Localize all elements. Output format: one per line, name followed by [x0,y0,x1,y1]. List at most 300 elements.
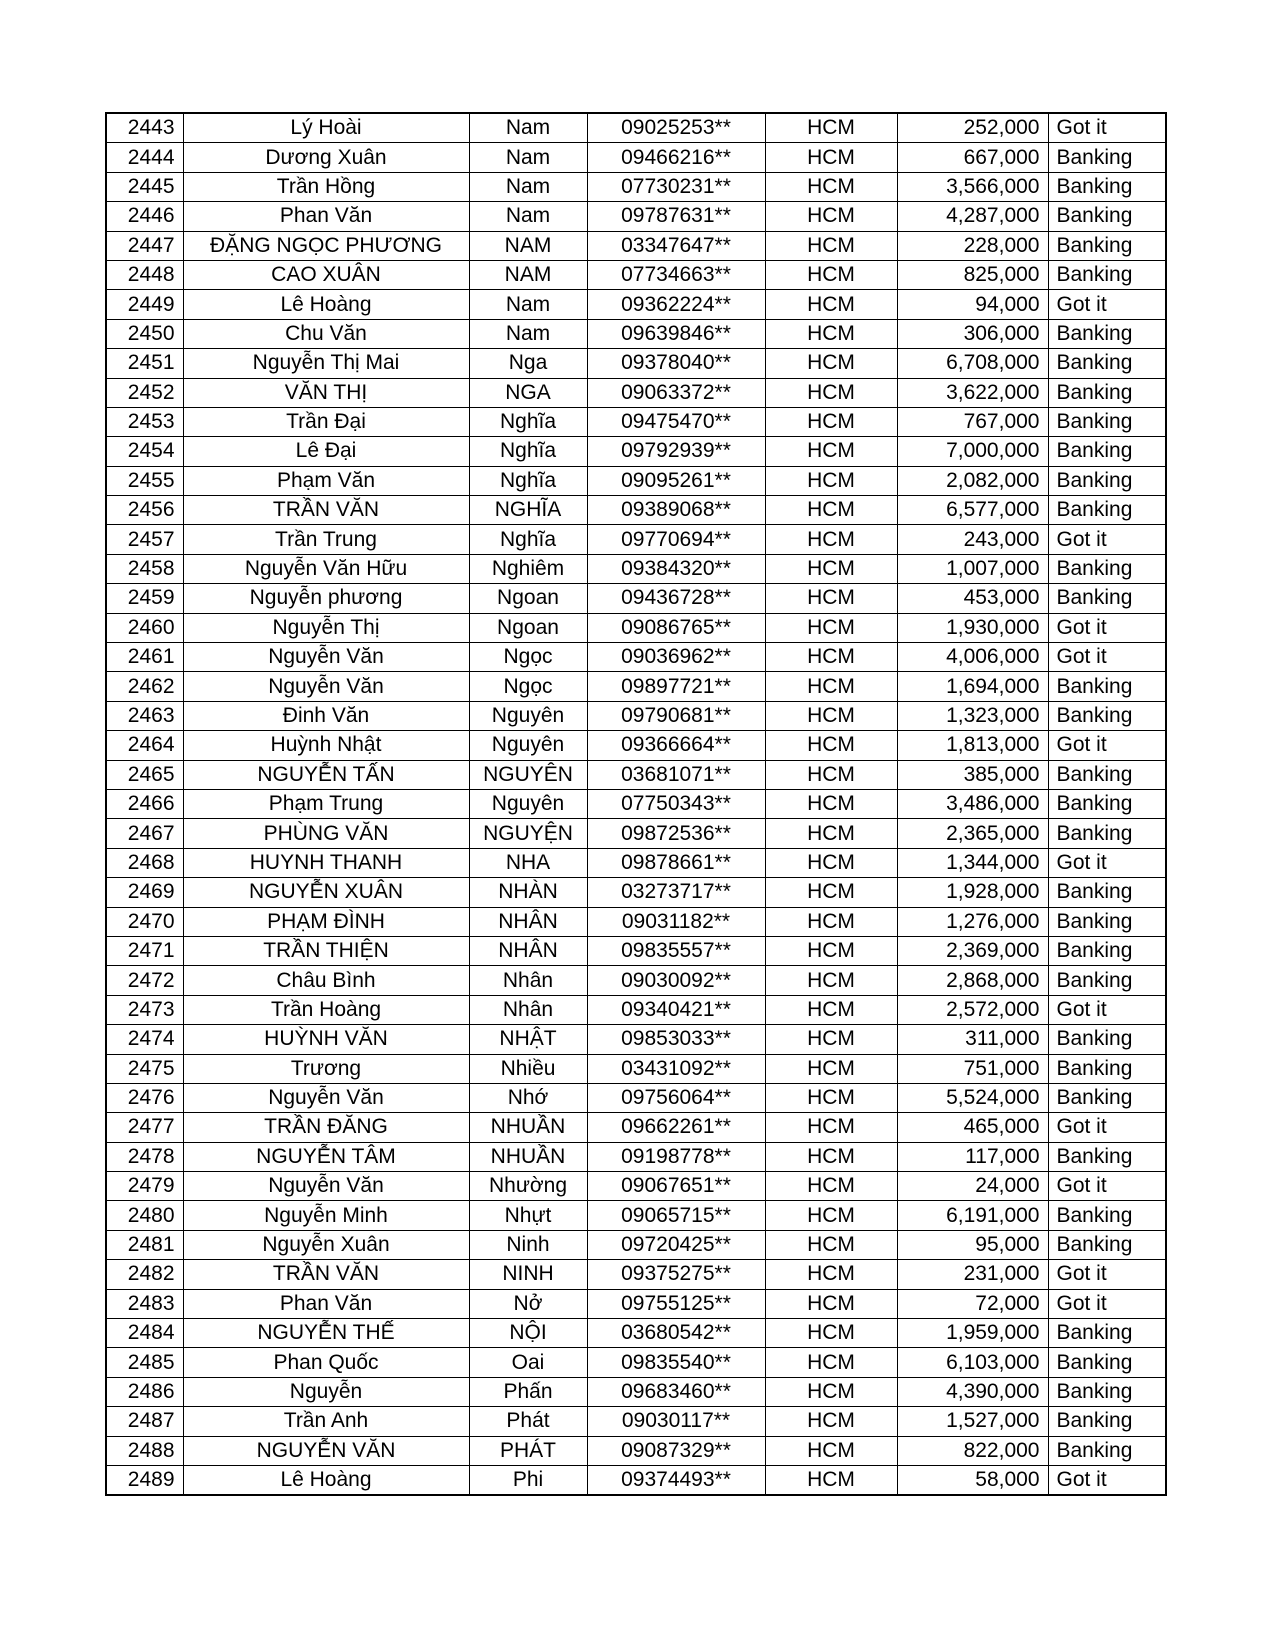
given-name-cell: Ngọc [469,672,587,701]
payment-method-cell: Banking [1048,789,1166,818]
payment-method-cell: Got it [1048,113,1166,143]
payment-method-cell: Banking [1048,466,1166,495]
given-name-cell: Phát [469,1407,587,1436]
full-name-cell: Phan Văn [183,202,469,231]
amount-cell: 465,000 [897,1113,1048,1142]
payment-method-cell: Banking [1048,1319,1166,1348]
amount-cell: 1,930,000 [897,613,1048,642]
full-name-cell: Trần Đại [183,407,469,436]
payment-method-cell: Banking [1048,1230,1166,1259]
table-row [106,407,1166,436]
table-row [106,1319,1166,1348]
city-cell: HCM [765,936,897,965]
payment-method-cell: Got it [1048,1113,1166,1142]
phone-cell: 09362224** [587,290,765,319]
payment-method-cell: Banking [1048,1142,1166,1171]
payment-method-cell: Banking [1048,966,1166,995]
given-name-cell: NHÂN [469,936,587,965]
full-name-cell: TRẦN VĂN [183,1260,469,1289]
city-cell: HCM [765,1142,897,1171]
given-name-cell: NINH [469,1260,587,1289]
amount-cell: 6,191,000 [897,1201,1048,1230]
full-name-cell: HUYNH THANH [183,848,469,877]
row-number: 2449 [106,290,183,319]
payment-method-cell: Banking [1048,231,1166,260]
table-row [106,1465,1166,1495]
amount-cell: 6,708,000 [897,349,1048,378]
table-row [106,701,1166,730]
city-cell: HCM [765,613,897,642]
row-number: 2485 [106,1348,183,1377]
row-number: 2450 [106,319,183,348]
full-name-cell: Phạm Văn [183,466,469,495]
phone-cell: 09067651** [587,1172,765,1201]
row-number: 2453 [106,407,183,436]
full-name-cell: HUỲNH VĂN [183,1025,469,1054]
given-name-cell: NAM [469,231,587,260]
full-name-cell: Chu Văn [183,319,469,348]
given-name-cell: Nhường [469,1172,587,1201]
given-name-cell: Nở [469,1289,587,1318]
table-row [106,496,1166,525]
full-name-cell: Nguyễn Văn [183,1083,469,1112]
given-name-cell: Nam [469,319,587,348]
table-row [106,466,1166,495]
payment-method-cell: Banking [1048,437,1166,466]
given-name-cell: Nguyên [469,789,587,818]
given-name-cell: Nhựt [469,1201,587,1230]
amount-cell: 1,928,000 [897,878,1048,907]
phone-cell: 07730231** [587,172,765,201]
full-name-cell: Nguyễn [183,1377,469,1406]
full-name-cell: Trần Hoàng [183,995,469,1024]
given-name-cell: Nam [469,202,587,231]
row-number: 2456 [106,496,183,525]
payment-method-cell: Got it [1048,1465,1166,1495]
table-row [106,231,1166,260]
recipients-table [105,112,1167,1496]
payment-method-cell: Banking [1048,349,1166,378]
table-row [106,613,1166,642]
row-number: 2457 [106,525,183,554]
given-name-cell: NỘI [469,1319,587,1348]
full-name-cell: Dương Xuân [183,143,469,172]
table-row [106,848,1166,877]
amount-cell: 72,000 [897,1289,1048,1318]
amount-cell: 231,000 [897,1260,1048,1289]
table-row [106,1142,1166,1171]
phone-cell: 09095261** [587,466,765,495]
amount-cell: 3,622,000 [897,378,1048,407]
given-name-cell: NAM [469,260,587,289]
table-row [106,966,1166,995]
city-cell: HCM [765,231,897,260]
city-cell: HCM [765,290,897,319]
table-row [106,143,1166,172]
city-cell: HCM [765,848,897,877]
amount-cell: 1,276,000 [897,907,1048,936]
table-row [106,819,1166,848]
payment-method-cell: Got it [1048,613,1166,642]
table-row [106,731,1166,760]
full-name-cell: Nguyễn Văn Hữu [183,554,469,583]
table-row [106,290,1166,319]
full-name-cell: Phan Quốc [183,1348,469,1377]
phone-cell: 09198778** [587,1142,765,1171]
amount-cell: 1,813,000 [897,731,1048,760]
row-number: 2445 [106,172,183,201]
given-name-cell: Nghĩa [469,525,587,554]
full-name-cell: ĐẶNG NGỌC PHƯƠNG [183,231,469,260]
full-name-cell: PHẠM ĐÌNH [183,907,469,936]
amount-cell: 385,000 [897,760,1048,789]
row-number: 2460 [106,613,183,642]
payment-method-cell: Got it [1048,1289,1166,1318]
full-name-cell: VĂN THỊ [183,378,469,407]
payment-method-cell: Banking [1048,760,1166,789]
city-cell: HCM [765,701,897,730]
amount-cell: 24,000 [897,1172,1048,1201]
amount-cell: 3,486,000 [897,789,1048,818]
given-name-cell: Nam [469,172,587,201]
row-number: 2448 [106,260,183,289]
row-number: 2465 [106,760,183,789]
city-cell: HCM [765,1260,897,1289]
phone-cell: 09374493** [587,1465,765,1495]
row-number: 2461 [106,643,183,672]
full-name-cell: Lê Hoàng [183,1465,469,1495]
city-cell: HCM [765,1436,897,1465]
full-name-cell: CAO XUÂN [183,260,469,289]
table-row [106,1260,1166,1289]
given-name-cell: Nghĩa [469,407,587,436]
phone-cell: 09366664** [587,731,765,760]
amount-cell: 4,006,000 [897,643,1048,672]
given-name-cell: Nhân [469,966,587,995]
phone-cell: 09792939** [587,437,765,466]
full-name-cell: Phạm Trung [183,789,469,818]
amount-cell: 2,369,000 [897,936,1048,965]
phone-cell: 09835557** [587,936,765,965]
given-name-cell: Nhiều [469,1054,587,1083]
given-name-cell: Phi [469,1465,587,1495]
payment-method-cell: Banking [1048,1054,1166,1083]
amount-cell: 94,000 [897,290,1048,319]
phone-cell: 09030117** [587,1407,765,1436]
table-row [106,1436,1166,1465]
table-row [106,1083,1166,1112]
table-row [106,202,1166,231]
full-name-cell: Nguyễn Thị Mai [183,349,469,378]
phone-cell: 09031182** [587,907,765,936]
given-name-cell: NGHĨA [469,496,587,525]
row-number: 2455 [106,466,183,495]
city-cell: HCM [765,496,897,525]
phone-cell: 09756064** [587,1083,765,1112]
amount-cell: 95,000 [897,1230,1048,1259]
row-number: 2476 [106,1083,183,1112]
row-number: 2454 [106,437,183,466]
given-name-cell: Nhớ [469,1083,587,1112]
payment-method-cell: Banking [1048,672,1166,701]
phone-cell: 03273717** [587,878,765,907]
amount-cell: 3,566,000 [897,172,1048,201]
phone-cell: 09087329** [587,1436,765,1465]
city-cell: HCM [765,1289,897,1318]
phone-cell: 09086765** [587,613,765,642]
city-cell: HCM [765,643,897,672]
phone-cell: 09755125** [587,1289,765,1318]
phone-cell: 09683460** [587,1377,765,1406]
amount-cell: 1,959,000 [897,1319,1048,1348]
phone-cell: 09853033** [587,1025,765,1054]
row-number: 2463 [106,701,183,730]
full-name-cell: Lê Đại [183,437,469,466]
row-number: 2451 [106,349,183,378]
given-name-cell: Ngọc [469,643,587,672]
payment-method-cell: Banking [1048,407,1166,436]
given-name-cell: Phấn [469,1377,587,1406]
full-name-cell: NGUYỄN TẤN [183,760,469,789]
full-name-cell: Nguyễn phương [183,584,469,613]
given-name-cell: Nhân [469,995,587,1024]
full-name-cell: Trần Anh [183,1407,469,1436]
city-cell: HCM [765,1377,897,1406]
payment-method-cell: Got it [1048,848,1166,877]
table-row [106,1289,1166,1318]
amount-cell: 4,390,000 [897,1377,1048,1406]
amount-cell: 6,103,000 [897,1348,1048,1377]
payment-method-cell: Banking [1048,936,1166,965]
city-cell: HCM [765,378,897,407]
payment-method-cell: Banking [1048,701,1166,730]
full-name-cell: PHÙNG VĂN [183,819,469,848]
given-name-cell: NHÀN [469,878,587,907]
city-cell: HCM [765,554,897,583]
table-row [106,995,1166,1024]
row-number: 2466 [106,789,183,818]
payment-method-cell: Got it [1048,525,1166,554]
phone-cell: 09340421** [587,995,765,1024]
row-number: 2475 [106,1054,183,1083]
table-row [106,260,1166,289]
city-cell: HCM [765,1319,897,1348]
amount-cell: 2,868,000 [897,966,1048,995]
phone-cell: 09872536** [587,819,765,848]
city-cell: HCM [765,907,897,936]
city-cell: HCM [765,1172,897,1201]
table-row [106,1230,1166,1259]
phone-cell: 09662261** [587,1113,765,1142]
full-name-cell: Đinh Văn [183,701,469,730]
amount-cell: 5,524,000 [897,1083,1048,1112]
amount-cell: 1,527,000 [897,1407,1048,1436]
row-number: 2482 [106,1260,183,1289]
city-cell: HCM [765,1113,897,1142]
phone-cell: 09787631** [587,202,765,231]
row-number: 2474 [106,1025,183,1054]
phone-cell: 07734663** [587,260,765,289]
city-cell: HCM [765,760,897,789]
phone-cell: 09466216** [587,143,765,172]
row-number: 2447 [106,231,183,260]
full-name-cell: Nguyễn Văn [183,1172,469,1201]
phone-cell: 09025253** [587,113,765,143]
full-name-cell: NGUYỄN TÂM [183,1142,469,1171]
row-number: 2462 [106,672,183,701]
city-cell: HCM [765,1465,897,1495]
full-name-cell: TRẦN THIỆN [183,936,469,965]
phone-cell: 09036962** [587,643,765,672]
payment-method-cell: Got it [1048,643,1166,672]
city-cell: HCM [765,1083,897,1112]
phone-cell: 09475470** [587,407,765,436]
row-number: 2444 [106,143,183,172]
city-cell: HCM [765,349,897,378]
full-name-cell: Nguyễn Minh [183,1201,469,1230]
full-name-cell: Lý Hoài [183,113,469,143]
row-number: 2479 [106,1172,183,1201]
full-name-cell: Trương [183,1054,469,1083]
table-row [106,1025,1166,1054]
given-name-cell: NHẬT [469,1025,587,1054]
given-name-cell: Oai [469,1348,587,1377]
amount-cell: 7,000,000 [897,437,1048,466]
amount-cell: 311,000 [897,1025,1048,1054]
city-cell: HCM [765,525,897,554]
phone-cell: 09639846** [587,319,765,348]
phone-cell: 03347647** [587,231,765,260]
amount-cell: 243,000 [897,525,1048,554]
city-cell: HCM [765,466,897,495]
phone-cell: 03681071** [587,760,765,789]
payment-method-cell: Banking [1048,1083,1166,1112]
given-name-cell: PHÁT [469,1436,587,1465]
payment-method-cell: Got it [1048,1260,1166,1289]
payment-method-cell: Got it [1048,995,1166,1024]
city-cell: HCM [765,1025,897,1054]
payment-method-cell: Banking [1048,319,1166,348]
phone-cell: 09770694** [587,525,765,554]
city-cell: HCM [765,202,897,231]
full-name-cell: NGUYỄN THẾ [183,1319,469,1348]
city-cell: HCM [765,731,897,760]
city-cell: HCM [765,1348,897,1377]
payment-method-cell: Banking [1048,172,1166,201]
phone-cell: 09720425** [587,1230,765,1259]
phone-cell: 09065715** [587,1201,765,1230]
phone-cell: 09384320** [587,554,765,583]
phone-cell: 09878661** [587,848,765,877]
row-number: 2464 [106,731,183,760]
phone-cell: 09375275** [587,1260,765,1289]
city-cell: HCM [765,878,897,907]
city-cell: HCM [765,819,897,848]
city-cell: HCM [765,1201,897,1230]
given-name-cell: Nguyên [469,701,587,730]
city-cell: HCM [765,966,897,995]
amount-cell: 822,000 [897,1436,1048,1465]
city-cell: HCM [765,260,897,289]
amount-cell: 825,000 [897,260,1048,289]
given-name-cell: NGUYÊN [469,760,587,789]
row-number: 2473 [106,995,183,1024]
table-row [106,584,1166,613]
payment-method-cell: Banking [1048,143,1166,172]
city-cell: HCM [765,672,897,701]
given-name-cell: Nam [469,143,587,172]
city-cell: HCM [765,789,897,818]
payment-method-cell: Banking [1048,1201,1166,1230]
row-number: 2488 [106,1436,183,1465]
payment-method-cell: Banking [1048,554,1166,583]
given-name-cell: Ngoan [469,584,587,613]
phone-cell: 09897721** [587,672,765,701]
amount-cell: 2,365,000 [897,819,1048,848]
city-cell: HCM [765,1054,897,1083]
table-row [106,525,1166,554]
table-row [106,1377,1166,1406]
amount-cell: 58,000 [897,1465,1048,1495]
city-cell: HCM [765,113,897,143]
phone-cell: 09378040** [587,349,765,378]
city-cell: HCM [765,437,897,466]
phone-cell: 09063372** [587,378,765,407]
city-cell: HCM [765,407,897,436]
row-number: 2472 [106,966,183,995]
given-name-cell: Nghiêm [469,554,587,583]
table-row [106,760,1166,789]
table-row [106,172,1166,201]
row-number: 2483 [106,1289,183,1318]
given-name-cell: NHUẦN [469,1142,587,1171]
table-row [106,1407,1166,1436]
amount-cell: 306,000 [897,319,1048,348]
payment-method-cell: Banking [1048,1377,1166,1406]
city-cell: HCM [765,584,897,613]
table-row [106,643,1166,672]
given-name-cell: Nghĩa [469,437,587,466]
phone-cell: 09835540** [587,1348,765,1377]
full-name-cell: TRẦN ĐĂNG [183,1113,469,1142]
table-row [106,1113,1166,1142]
payment-method-cell: Got it [1048,290,1166,319]
full-name-cell: Lê Hoàng [183,290,469,319]
amount-cell: 1,344,000 [897,848,1048,877]
row-number: 2459 [106,584,183,613]
amount-cell: 767,000 [897,407,1048,436]
amount-cell: 2,572,000 [897,995,1048,1024]
row-number: 2469 [106,878,183,907]
table-row [106,936,1166,965]
phone-cell: 09436728** [587,584,765,613]
row-number: 2478 [106,1142,183,1171]
row-number: 2468 [106,848,183,877]
given-name-cell: NHÂN [469,907,587,936]
table-row [106,789,1166,818]
row-number: 2480 [106,1201,183,1230]
full-name-cell: TRẦN VĂN [183,496,469,525]
given-name-cell: NGUYỆN [469,819,587,848]
given-name-cell: Nam [469,290,587,319]
table-row [106,554,1166,583]
table-row [106,113,1166,143]
payment-method-cell: Banking [1048,1348,1166,1377]
full-name-cell: Nguyễn Thị [183,613,469,642]
amount-cell: 1,007,000 [897,554,1048,583]
full-name-cell: Nguyễn Xuân [183,1230,469,1259]
given-name-cell: NHUẦN [469,1113,587,1142]
